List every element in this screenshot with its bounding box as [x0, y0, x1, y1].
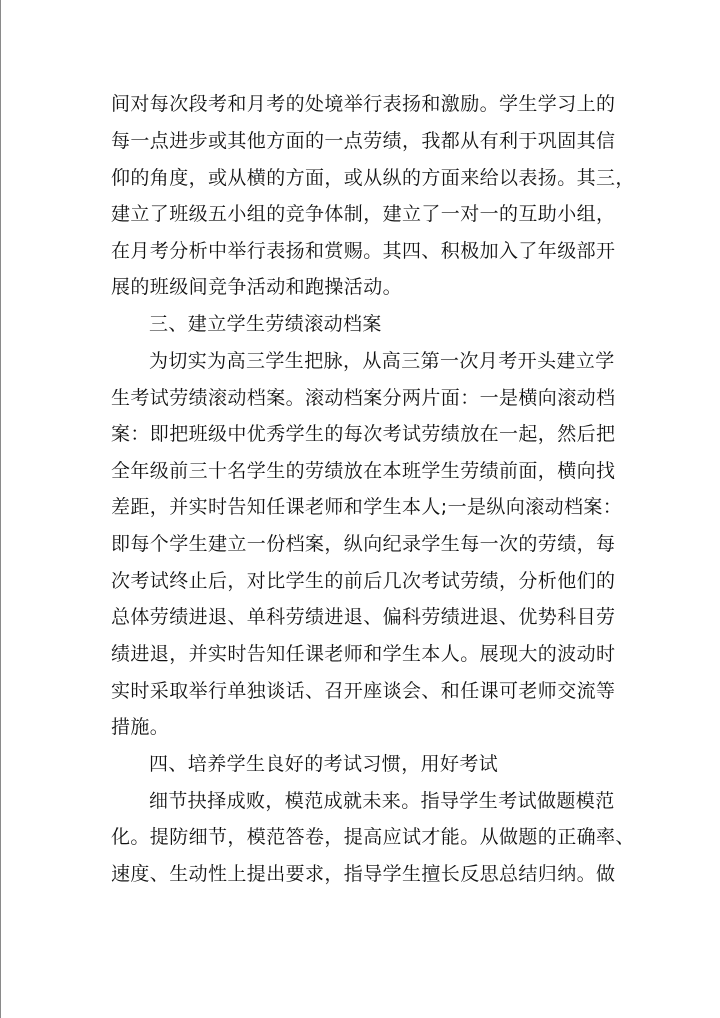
text-line: 展的班级间竞争活动和跑操活动。 — [111, 276, 403, 298]
section-heading: 四、培养学生良好的考试习惯，用好考试 — [149, 753, 499, 775]
text-line: 总体劳绩进退、单科劳绩进退、偏科劳绩进退、优势科目劳 — [111, 606, 616, 628]
text-line: 生考试劳绩滚动档案。滚动档案分两片面：一是横向滚动档 — [111, 387, 616, 409]
text-line: 实时采取举行单独谈话、召开座谈会、和任课可老师交流等 — [111, 680, 616, 702]
section-heading: 三、建立学生劳绩滚动档案 — [149, 313, 382, 335]
text-line: 细节抉择成败，模范成就未来。指导学生考试做题模范 — [149, 790, 615, 812]
text-line: 全年级前三十名学生的劳绩放在本班学生劳绩前面，横向找 — [111, 460, 616, 482]
text-line: 建立了班级五小组的竞争体制，建立了一对一的互助小组， — [111, 203, 616, 225]
page-edge-rule — [0, 0, 1, 1018]
text-line: 每一点进步或其他方面的一点劳绩，我都从有利于巩固其信 — [111, 130, 616, 152]
text-line: 即每个学生建立一份档案，纵向纪录学生每一次的劳绩，每 — [111, 533, 616, 555]
text-line: 在月考分析中举行表扬和赏赐。其四、积极加入了年级部开 — [111, 240, 616, 262]
text-line: 速度、生动性上提出要求，指导学生擅长反思总结归纳。做 — [111, 863, 616, 885]
text-line: 绩进退，并实时告知任课老师和学生本人。展现大的波动时 — [111, 643, 616, 665]
text-line: 差距，并实时告知任课老师和学生本人;一是纵向滚动档案： — [111, 496, 623, 518]
text-line: 间对每次段考和月考的处境举行表扬和激励。学生学习上的 — [111, 93, 616, 115]
text-line: 措施。 — [111, 716, 170, 738]
text-line: 仰的角度，或从横的方面，或从纵的方面来给以表扬。其三， — [111, 167, 635, 189]
text-line: 案：即把班级中优秀学生的每次考试劳绩放在一起，然后把 — [111, 423, 616, 445]
text-line: 化。提防细节，模范答卷，提高应试才能。从做题的正确率、 — [111, 826, 635, 848]
text-line: 次考试终止后，对比学生的前后几次考试劳绩，分析他们的 — [111, 570, 616, 592]
text-line: 为切实为高三学生把脉，从高三第一次月考开头建立学 — [149, 350, 615, 372]
